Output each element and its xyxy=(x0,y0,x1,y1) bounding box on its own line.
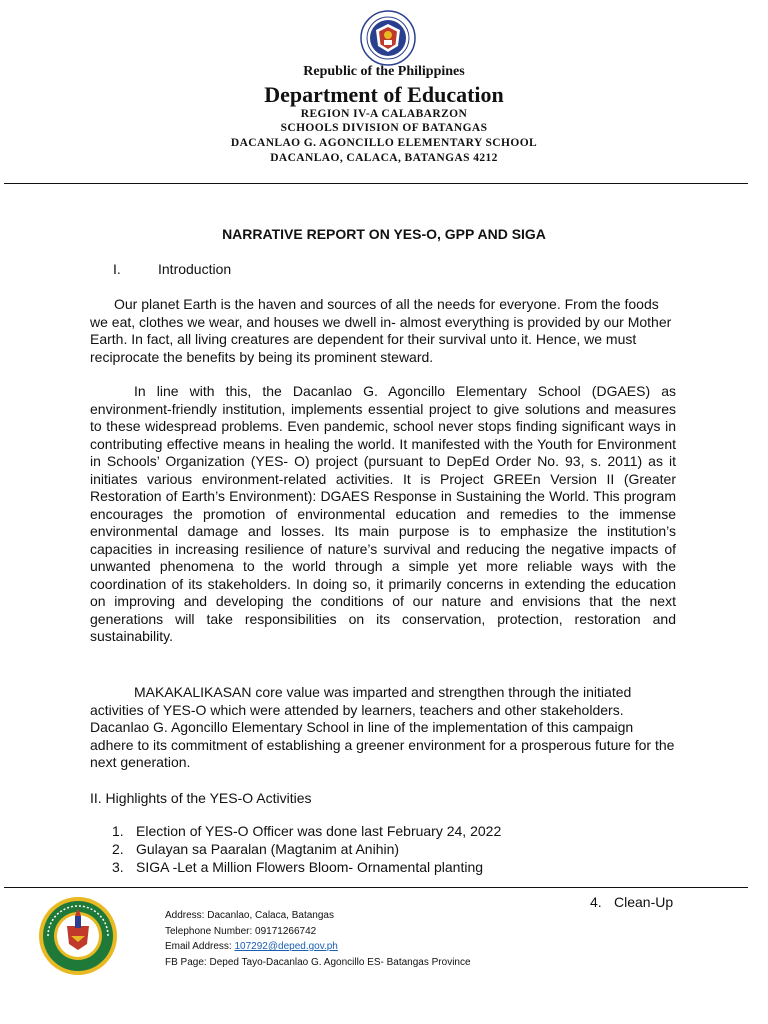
section-intro-number: I. xyxy=(113,261,121,277)
list-item-text: Gulayan sa Paaralan (Magtanim at Anihin) xyxy=(136,841,400,857)
footer-email-label: Email Address: xyxy=(165,941,235,952)
list-item-text: Clean-Up xyxy=(614,894,674,910)
footer-address: Address: Dacanlao, Calaca, Batangas xyxy=(165,910,334,921)
section-highlights-heading: II. Highlights of the YES-O Activities xyxy=(90,790,312,806)
footer-divider xyxy=(4,887,748,888)
footer-fb-page: FB Page: Deped Tayo-Dacanlao G. Agoncillo ES- Batangas Province xyxy=(165,956,471,968)
footer-email-line xyxy=(165,939,471,955)
list-item-number: 2. xyxy=(112,841,124,857)
header-department: Department of Education xyxy=(264,82,504,107)
report-title: NARRATIVE REPORT ON YES-O, GPP AND SIGA xyxy=(222,226,546,242)
list-item-number: 1. xyxy=(112,823,124,839)
list-item xyxy=(112,841,399,857)
list-item-number: 4. xyxy=(590,894,602,910)
header-address: DACANLAO, CALACA, BATANGAS 4212 xyxy=(270,152,498,164)
header-division: SCHOOLS DIVISION OF BATANGAS xyxy=(280,122,488,134)
list-item xyxy=(590,894,673,910)
school-seal-icon xyxy=(38,896,118,976)
footer-telephone: Telephone Number: 09171266742 xyxy=(165,925,317,937)
list-item-number: 3. xyxy=(112,859,124,875)
header-region: REGION IV-A CALABARZON xyxy=(300,108,468,120)
intro-paragraph-2: In line with this, the Dacanlao G. Agoncillo Elementary School (DGAES) as environment-friendly institution, implements essential project to give solutions and measures to these widespread problems. Even pandemic, school never stops finding significant ways in contributing effective means in healing the world. It manifested with the Youth for Environment in Schools’ Organization (YES- O) project (pursuant to DepEd Order No. 93, s. 2011) as it initiates various environment-related activities. It is Project GREEn Version II (Greater Restoration of Earth’s Environment): DGAES Response in Sustaining the World. This program encourages the promotion of environmental education and remedies to the immense environmental damage and losses. Its main purpose is to emphasize the institution’s capacities in increasing resilience of nature’s survival and reducing the negative impacts of unwanted phenomena to the world through a simple yet more reliable ways with the coordination of its stakeholders. In doing so, it primarily concerns in extending the education on improving and developing the conditions of our nature and envisions that the next generations will take responsibilities on its conservation, protection, restoration and sustainability. xyxy=(90,383,676,644)
footer-contact xyxy=(165,908,471,970)
header-divider xyxy=(4,183,748,184)
section-intro-label: Introduction xyxy=(158,261,232,277)
footer-email-link[interactable]: 107292@deped.gov.ph xyxy=(234,941,338,952)
intro-paragraph-3: MAKAKALIKASAN core value was imparted and strengthen through the initiated activities of YES-O which were attended by learners, teachers and other stakeholders. Dacanlao G. Agoncillo Elementary School in line of the implementation of this campaign adhere to its commitment of establishing a greener environment for a prosperous future for the next generation. xyxy=(90,684,675,770)
list-item-text: Election of YES-O Officer was done last February 24, 2022 xyxy=(136,823,502,839)
header-school: DACANLAO G. AGONCILLO ELEMENTARY SCHOOL xyxy=(230,137,538,149)
intro-paragraph-1: Our planet Earth is the haven and sources of all the needs for everyone. From the foods we eat, clothes we wear, and houses we dwell in- almost everything is provided by our Mother Earth. In fact, all living creatures are dependent for their survival unto it. Hence, we must reciprocate the benefits by being its prominent steward. xyxy=(90,296,672,365)
list-item-text: SIGA -Let a Million Flowers Bloom- Ornamental planting xyxy=(136,859,484,875)
list-item xyxy=(112,859,483,875)
list-item xyxy=(112,823,501,839)
header-republic: Republic of the Philippines xyxy=(303,64,465,79)
deped-seal-icon xyxy=(360,10,416,66)
